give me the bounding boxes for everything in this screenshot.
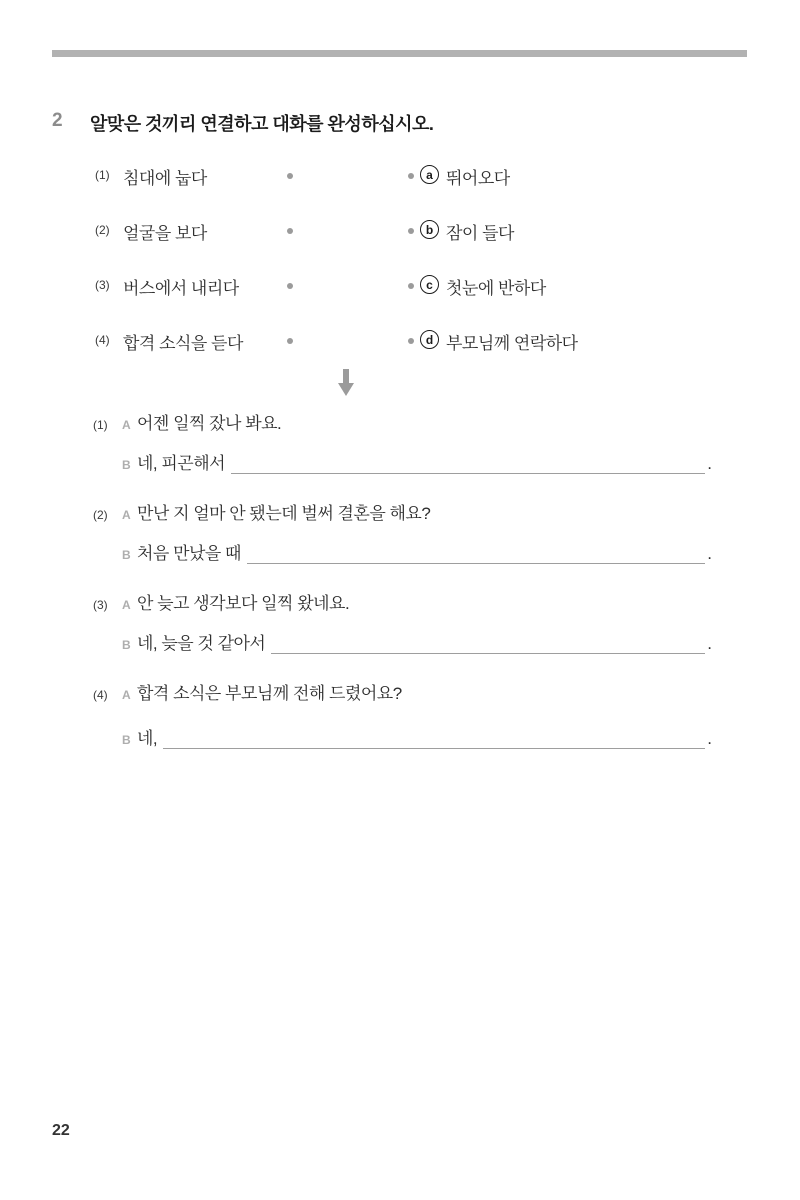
speaker-b-label: B [122,458,131,472]
dialogue-b-text: 네, [137,729,158,748]
dialogue-number: (1) [93,418,108,432]
speaker-a-label: A [122,508,131,522]
dialogue-a-text: 합격 소식은 부모님께 전해 드렸어요? [137,684,402,703]
match-item-number: (2) [95,223,110,237]
answer-blank [231,454,705,474]
dialogue-block [0,590,800,670]
page-number: 22 [52,1122,70,1139]
spacer [93,747,122,749]
speaker-b-label: B [122,638,131,652]
dialogue-number: (2) [93,508,108,522]
match-item-text: 침대에 눕다 [123,169,207,188]
match-row [0,219,800,243]
dialogue-number: (4) [93,688,108,702]
sentence-period: . [707,454,712,473]
dialogue-b-text: 처음 만났을 때 [137,544,241,563]
sentence-period: . [707,544,712,563]
match-answer-text: 잠이 들다 [446,224,514,243]
dialogue-a-row [93,410,712,434]
dialogue-number: (3) [93,598,108,612]
exercise-title: 알맞은 것끼리 연결하고 대화를 완성하십시오. [90,114,434,134]
speaker-b-label: B [122,733,131,747]
answer-blank [163,729,705,749]
match-answer-text: 첫눈에 반하다 [446,279,546,298]
match-answer-text: 뛰어오다 [446,169,510,188]
dialogue-a-text: 안 늦고 생각보다 일찍 왔네요. [137,594,350,613]
connector-dot-left [287,173,293,179]
connector-dot-left [287,338,293,344]
dialogue-b-row [93,630,712,654]
sentence-period: . [707,634,712,653]
down-arrow-icon [335,368,357,398]
connector-dot-right [408,283,414,289]
exercise-number: 2 [52,110,63,131]
dialogue-block [0,410,800,490]
match-item-number: (1) [95,168,110,182]
match-item-text: 버스에서 내리다 [123,279,239,298]
connector-dot-right [408,173,414,179]
match-row [0,164,800,188]
match-item-text: 합격 소식을 듣다 [123,334,243,353]
spacer [93,472,122,474]
dialogue-a-row [93,500,712,524]
dialogue-b-row [93,450,712,474]
sentence-period: . [707,729,712,748]
answer-letter-badge: d [420,330,439,349]
connector-dot-left [287,283,293,289]
answer-letter-badge: a [420,165,439,184]
dialogue-b-row [93,540,712,564]
connector-dot-right [408,228,414,234]
spacer [93,652,122,654]
answer-letter-badge: b [420,220,439,239]
speaker-a-label: A [122,598,131,612]
speaker-b-label: B [122,548,131,562]
dialogue-a-row [93,590,712,614]
section-divider-bar [52,50,747,57]
answer-blank [247,544,705,564]
dialogue-a-text: 어젠 일찍 잤나 봐요. [137,414,282,433]
match-item-number: (4) [95,333,110,347]
dialogue-b-text: 네, 피곤해서 [137,454,226,473]
dialogue-b-text: 네, 늦을 것 같아서 [137,634,266,653]
dialogue-block [0,680,800,760]
speaker-a-label: A [122,688,131,702]
match-row [0,274,800,298]
answer-letter-badge: c [420,275,439,294]
match-item-text: 얼굴을 보다 [123,224,207,243]
spacer [93,562,122,564]
connector-dot-left [287,228,293,234]
match-answer-text: 부모님께 연락하다 [446,334,578,353]
dialogue-b-row [93,725,712,749]
dialogue-a-row [93,680,712,704]
match-row [0,329,800,353]
connector-dot-right [408,338,414,344]
dialogue-block [0,500,800,580]
speaker-a-label: A [122,418,131,432]
match-item-number: (3) [95,278,110,292]
dialogue-a-text: 만난 지 얼마 안 됐는데 벌써 결혼을 해요? [137,504,431,523]
answer-blank [271,634,705,654]
